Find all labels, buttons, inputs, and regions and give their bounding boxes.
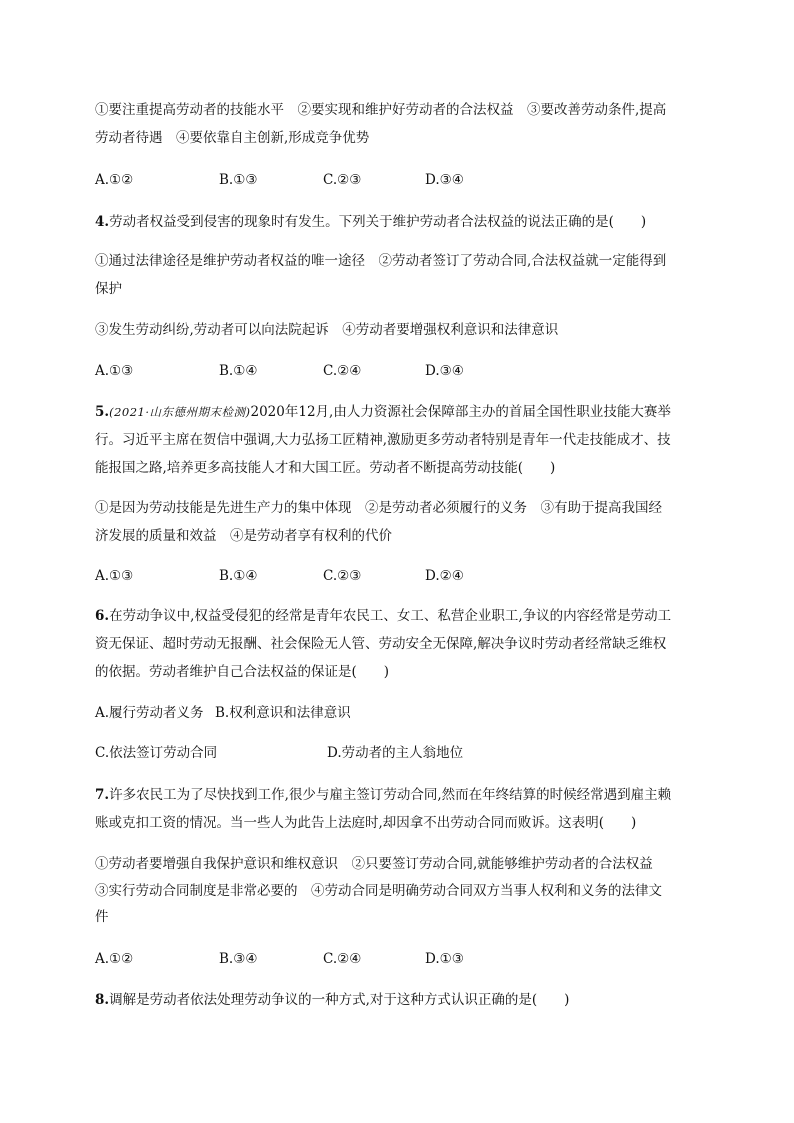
option-c[interactable]: C.②③ xyxy=(323,172,362,188)
option-a[interactable]: A.①③ xyxy=(95,568,134,584)
options-row xyxy=(95,949,705,969)
option-c[interactable]: C.②④ xyxy=(323,363,362,379)
statements-line: ③发生劳动纠纷,劳动者可以向法院起诉 ④劳动者要增强权利意识和法律意识 xyxy=(95,322,559,338)
statements-line: ①通过法律途径是维护劳动者权益的唯一途径 ②劳动者签订了劳动合同,合法权益就一定能得到 xyxy=(95,253,667,269)
question-text-line: 能报国之路,培养更多高技能人才和大国工匠。劳动者不断提高劳动技能( ) xyxy=(95,460,556,476)
question-text: 许多农民工为了尽快找到工作,很少与雇主签订劳动合同,然而在年终结算的时候经常遇到雇主赖 xyxy=(109,787,672,803)
statements-line: ①劳动者要增强自我保护意识和维权意识 ②只要签订劳动合同,就能够维护劳动者的合法权益 xyxy=(95,856,653,872)
question-text-line: 的依据。劳动者维护自己合法权益的保证是( ) xyxy=(95,664,390,680)
option-d[interactable]: D.②④ xyxy=(425,568,464,584)
statements-line: ①是因为劳动技能是先进生产力的集中体现 ②是劳动者必须履行的义务 ③有助于提高我国经 xyxy=(95,500,662,516)
question-number: 6. xyxy=(95,608,110,624)
question-number: 4. xyxy=(95,214,110,230)
option-a[interactable]: A.①③ xyxy=(95,363,134,379)
question-text: 劳动者权益受到侵害的现象时有发生。下列关于维护劳动者合法权益的说法正确的是( ) xyxy=(109,214,647,230)
options-row xyxy=(95,361,705,381)
option-d[interactable]: D.①③ xyxy=(425,951,464,967)
question-number: 7. xyxy=(95,787,110,803)
options-row xyxy=(95,170,705,190)
question-6-stem xyxy=(95,606,705,626)
question-7-stem xyxy=(95,785,705,805)
statements-line: 济发展的质量和效益 ④是劳动者享有权利的代价 xyxy=(95,528,392,544)
options-row xyxy=(95,566,705,586)
statements-line: 保护 xyxy=(95,281,122,297)
statements-line: 劳动者待遇 ④要依靠自主创新,形成竞争优势 xyxy=(95,130,370,146)
option-a[interactable]: A.履行劳动者义务 xyxy=(95,705,204,721)
question-text: 调解是劳动者依法处理劳动争议的一种方式,对于这种方式认识正确的是( ) xyxy=(109,992,570,1008)
question-text: 2020年12月,由人力资源社会保障部主办的首届全国性职业技能大赛举 xyxy=(250,404,671,420)
option-b[interactable]: B.①③ xyxy=(219,172,258,188)
option-c[interactable]: C.②③ xyxy=(323,568,362,584)
option-b[interactable]: B.③④ xyxy=(219,951,258,967)
option-a[interactable]: A.①② xyxy=(95,951,134,967)
statements-line: ③实行劳动合同制度是非常必要的 ④劳动合同是明确劳动合同双方当事人权利和义务的法律文 xyxy=(95,883,662,899)
question-text-line: 账或克扣工资的情况。当一些人为此告上法庭时,却因拿不出劳动合同而败诉。这表明( ) xyxy=(95,815,637,831)
option-d[interactable]: D.③④ xyxy=(425,172,464,188)
option-c[interactable]: C.②④ xyxy=(323,951,362,967)
option-b[interactable]: B.①④ xyxy=(219,363,258,379)
option-b[interactable]: B.权利意识和法律意识 xyxy=(215,705,351,721)
statements-line: ①要注重提高劳动者的技能水平 ②要实现和维护好劳动者的合法权益 ③要改善劳动条件,提高 xyxy=(95,102,667,118)
question-number: 8. xyxy=(95,992,110,1008)
question-8-stem xyxy=(95,990,705,1010)
question-number: 5. xyxy=(95,404,110,420)
question-text-line: 行。习近平主席在贺信中强调,大力弘扬工匠精神,激励更多劳动者特别是青年一代走技能成才、技 xyxy=(95,432,671,448)
option-c[interactable]: C.依法签订劳动合同 xyxy=(95,745,218,761)
question-4-stem xyxy=(95,212,705,232)
options-row xyxy=(95,703,705,723)
question-source: (2021·山东德州期末检测) xyxy=(109,405,251,419)
option-d[interactable]: D.劳动者的主人翁地位 xyxy=(327,745,464,761)
option-d[interactable]: D.③④ xyxy=(425,363,464,379)
question-text: 在劳动争议中,权益受侵犯的经常是青年农民工、女工、私营企业职工,争议的内容经常是劳动工 xyxy=(109,608,672,624)
question-5-stem xyxy=(95,402,705,422)
statements-line: 件 xyxy=(95,909,109,925)
options-row xyxy=(95,743,705,763)
question-text-line: 资无保证、超时劳动无报酬、社会保险无人管、劳动安全无保障,解决争议时劳动者经常缺乏维权 xyxy=(95,636,667,652)
option-a[interactable]: A.①② xyxy=(95,172,134,188)
option-b[interactable]: B.①④ xyxy=(219,568,258,584)
